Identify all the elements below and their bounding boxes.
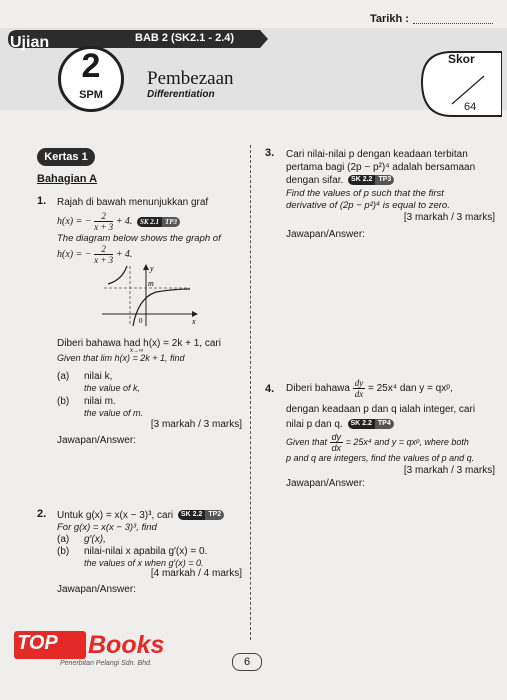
question-3-text-1: Cari nilai-nilai p dengan keadaan terbitan: [286, 149, 468, 160]
question-2-number: 2.: [37, 508, 47, 520]
question-1-function: h(x) = − $\frac{2}{x + 3}$ + 4. SK 2.1 TP3: [57, 211, 247, 232]
sk-tag: SK 2.1: [137, 217, 162, 227]
question-2-marks: [4 markah / 4 marks]: [150, 568, 242, 579]
sk-tag: SK 2.2: [178, 510, 205, 520]
question-3-english-1: Find the values of p such that the first: [286, 188, 444, 199]
q2-part-b-english: the values of x when g′(x) = 0.: [84, 558, 204, 568]
tp-tag: TP2: [205, 510, 224, 520]
chapter-ref: BAB 2 (SK2.1 - 2.4): [135, 32, 235, 44]
question-4-marks: [3 markah / 3 marks]: [403, 465, 495, 476]
question-3-english-2: derivative of (2p − p²)⁴ is equal to zero.: [286, 200, 450, 211]
graph-m-label: m: [148, 279, 154, 288]
logo-top-text: TOP: [17, 632, 58, 654]
part-a-text: nilai k,: [84, 371, 113, 382]
tp-tag: TP3: [162, 217, 180, 227]
page-number: 6: [232, 653, 262, 671]
question-4-text-3: nilai p dan q. SK 2.2 TP4: [286, 418, 501, 431]
question-4-answer-label: Jawapan/Answer:: [286, 478, 365, 489]
dy-dx-fraction: $\frac{dy}{dx}$: [354, 378, 364, 399]
logo-books-text: Books: [88, 631, 165, 659]
chapter-title: Pembezaan: [147, 68, 234, 89]
limit-subscript: x→∞: [130, 348, 144, 354]
question-3-text-3: dengan sifar. SK 2.2 TP3: [286, 174, 496, 187]
q2-part-b-label: (b): [57, 546, 70, 557]
chapter-number: 2: [81, 47, 101, 85]
question-3-marks: [3 markah / 3 marks]: [403, 212, 495, 223]
sk-tag: SK 2.2: [348, 419, 375, 429]
question-2-text: Untuk g(x) = x(x − 3)³, cari SK 2.2 TP2: [57, 509, 247, 522]
question-4-text-2: dengan keadaan p dan q ialah integer, cari: [286, 404, 476, 415]
part-b-english: the value of m.: [84, 408, 144, 418]
score-total: 64: [464, 101, 477, 113]
question-3-text-2: pertama bagi (2p − p²)⁴ adalah bersamaan: [286, 162, 476, 173]
question-2-english: For g(x) = x(x − 3)³, find: [57, 522, 157, 533]
part-b-label: (b): [57, 396, 70, 407]
publisher-text: Penerbitan Pelangi Sdn. Bhd.: [60, 660, 152, 667]
date-line: [413, 23, 493, 24]
tp-tag: TP4: [375, 419, 394, 429]
column-divider: [250, 145, 251, 640]
question-1-answer-label: Jawapan/Answer:: [57, 435, 136, 446]
question-1-number: 1.: [37, 195, 47, 207]
paper-badge: Kertas 1: [37, 148, 95, 166]
q2-part-a-label: (a): [57, 534, 70, 545]
graph-y-label: y: [150, 264, 154, 273]
spm-label: SPM: [79, 89, 103, 101]
chapter-subtitle: Differentiation: [147, 89, 215, 100]
question-4-number: 4.: [265, 383, 275, 395]
question-4-english-2: p and q are integers, find the values of p and q.: [286, 453, 475, 463]
question-2-answer-label: Jawapan/Answer:: [57, 584, 136, 595]
part-heading: Bahagian A: [37, 173, 98, 185]
question-3-number: 3.: [265, 147, 275, 159]
score-label: Skor: [448, 52, 475, 66]
q2-part-b-text: nilai-nilai x apabila g′(x) = 0.: [84, 546, 208, 557]
question-1-text: Rajah di bawah menunjukkan graf: [57, 197, 209, 208]
part-a-english: the value of k,: [84, 383, 141, 393]
question-4-english-1: Given that $\frac{dy}{dx}$ = 25x⁴ and y = qxᵖ, where both: [286, 432, 469, 453]
part-a-label: (a): [57, 371, 70, 382]
date-label: Tarikh :: [370, 13, 409, 25]
tp-tag: TP3: [375, 175, 394, 185]
question-3-answer-label: Jawapan/Answer:: [286, 229, 365, 240]
question-1-fraction: $\frac{2}{x + 3}$: [94, 211, 114, 232]
question-1-english: The diagram below shows the graph of: [57, 233, 221, 244]
question-1-marks: [3 markah / 3 marks]: [150, 419, 242, 430]
graph-origin-label: 0: [139, 317, 143, 325]
function-graph: [100, 262, 200, 328]
part-b-text: nilai m.: [84, 396, 116, 407]
test-label: Ujian: [10, 34, 50, 51]
q2-part-a-text: g′(x),: [84, 534, 106, 545]
graph-x-label: x: [192, 317, 196, 326]
question-1-given: Diberi bahawa had h(x) = 2k + 1, cari: [57, 338, 221, 349]
question-4-text-1: Diberi bahawa $\frac{dy}{dx}$ = 25x⁴ dan y = qxᵖ,: [286, 378, 453, 399]
sk-tag: SK 2.2: [348, 175, 375, 185]
question-1-english-function: h(x) = − $\frac{2}{x + 3}$ + 4.: [57, 244, 133, 265]
question-1-given-english: Given that lim h(x) = 2k + 1, find: [57, 353, 185, 363]
